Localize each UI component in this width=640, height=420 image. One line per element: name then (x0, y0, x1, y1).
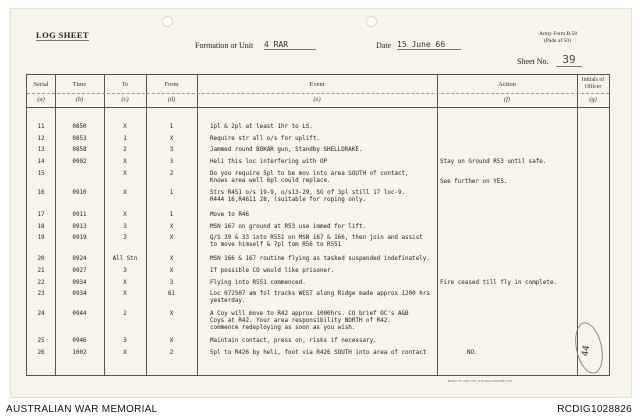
table-cell: 3 (169, 147, 174, 153)
table-cell: 2 (123, 311, 127, 317)
table-cell: 15 (37, 171, 45, 177)
pads-note: (Pads of 50) (544, 38, 571, 44)
table-cell: 5pl to R426 by heli, foot via R426 SOUTH into area of contact (210, 350, 427, 356)
table-cell: Move to R46 (210, 212, 250, 218)
binder-hole (162, 16, 173, 27)
table-cell: If possible CO would like prisoner. (210, 268, 335, 274)
table-cell: 1 (169, 190, 174, 196)
table-cell: 19 (37, 235, 45, 241)
footer-record-id: RCDIG1028826 (557, 404, 632, 415)
table-cell: 0934 (72, 280, 87, 286)
column-letter: (f) (503, 96, 511, 103)
log-table (26, 74, 610, 376)
table-cell: 3 (169, 159, 174, 165)
table-cell: 0946 (72, 338, 87, 344)
table-cell: 0924 (72, 256, 87, 262)
officer-initials-text: 44 (580, 344, 593, 358)
table-cell: X (123, 190, 127, 196)
column-letter: (e) (313, 96, 321, 103)
table-cell: 20 (37, 256, 45, 262)
table-cell: Require str all o/s for uplift. (210, 136, 320, 142)
table-cell: X (169, 311, 174, 317)
table-cell: Stay on Ground R53 until safe. (440, 159, 547, 165)
column-header-event: Event (309, 81, 325, 88)
table-rule (27, 107, 609, 108)
table-cell: 25 (37, 338, 45, 344)
column-header-time: Time (72, 81, 87, 88)
footer-institution: AUSTRALIAN WAR MEMORIAL (6, 404, 158, 415)
table-cell: Flying into R551 commenced. (210, 280, 306, 286)
table-cell: 0919 (72, 235, 87, 241)
table-cell: X (123, 124, 127, 130)
column-letter: (c) (121, 96, 129, 103)
table-cell: Maintain contact, press on, risks if necessary. (210, 338, 377, 344)
table-cell: Jammed round BOKAR gun, Standby SHELLDRAKE. (210, 147, 363, 153)
table-cell: 0902 (72, 159, 87, 165)
table-cell: NO. (467, 350, 478, 356)
table-cell: 12 (37, 136, 45, 142)
table-cell: Loc 072507 am fol tracks WEST along Ridge made approx 1200 hrs yesterday. (210, 291, 430, 304)
table-cell: X (123, 350, 127, 356)
table-cell: All Stn (112, 256, 138, 262)
table-cell: X (123, 212, 127, 218)
table-cell: 3 (169, 280, 174, 286)
table-cell: 2 (169, 350, 174, 356)
table-cell: A Coy will move to R42 approx 1000hrs. CO brief OC's A&B Coys at R42. Your area responsibility NORTH of R42. commence redeploying as soon as you wish. (210, 311, 409, 331)
table-cell: X (169, 224, 174, 230)
column-letter: (b) (75, 96, 84, 103)
table-cell: 22 (37, 280, 45, 286)
table-cell: 23 (37, 291, 45, 297)
table-cell: 2 (169, 171, 174, 177)
table-cell: MSN 167 on ground at R53 use immed for lift. (210, 224, 367, 230)
table-cell: X (169, 136, 174, 142)
table-cell: X (123, 291, 127, 297)
table-cell: See further on YES. (440, 179, 508, 185)
table-cell: 3 (123, 268, 127, 274)
table-cell: 18 (37, 224, 45, 230)
table-cell: 1002 (72, 350, 87, 356)
formation-label: Formation or Unit (195, 41, 254, 50)
table-rule (197, 75, 198, 375)
table-cell: X (169, 235, 174, 241)
table-cell: Q/S 39 & 33 into R551 on MSN 167 & 166, then join and assist to move himself & 7pl tom R56 to R551 (210, 235, 423, 248)
table-rule (437, 75, 438, 375)
table-cell: 24 (37, 311, 45, 317)
table-cell: 26 (37, 350, 45, 356)
table-cell: 3 (123, 235, 127, 241)
table-cell: Strs R451 o/s 19-9, o/s13-29, SG of 3pl still 17 loc-9. R444 16,R4611 28, (suitable for roping only. (210, 190, 406, 203)
table-cell: 13 (37, 147, 45, 153)
table-cell: 17 (37, 212, 45, 218)
table-cell: 0910 (72, 190, 87, 196)
column-letter: (a) (37, 96, 45, 103)
column-header-to: To (121, 81, 129, 88)
table-cell: X (123, 159, 127, 165)
table-cell: 16 (37, 190, 45, 196)
table-cell: Do you require 5pl to be mov into area SOUTH of contact, Knows area well 6pl could replace. (210, 171, 409, 184)
table-cell: 0913 (72, 224, 87, 230)
column-header-from: From (164, 81, 179, 88)
column-header-serial: Serial (33, 81, 49, 88)
date-label: Date (376, 41, 392, 50)
table-cell: 0911 (72, 212, 87, 218)
formation-value: 4 RAR (264, 40, 316, 50)
column-header-action: Action (498, 81, 516, 88)
table-cell: 1 (123, 136, 127, 142)
table-cell: 3 (123, 338, 127, 344)
table-cell: X (169, 338, 174, 344)
table-cell: 0927 (72, 268, 87, 274)
army-form-number: Army Form B.58 (539, 31, 578, 37)
table-cell: 14 (37, 159, 45, 165)
table-cell: 11 (37, 124, 45, 130)
table-cell: 2 (123, 147, 127, 153)
log-sheet-title: LOG SHEET (36, 30, 89, 40)
sheet-number-value: 39 (556, 53, 582, 67)
print-note: RED/178 1264 7/67 1150 Pads 8/64 FIES 331 (448, 379, 513, 383)
table-cell: X (123, 171, 127, 177)
column-letter: (d) (167, 96, 176, 103)
column-letter: (g) (589, 96, 597, 103)
table-rule (27, 93, 609, 94)
table-cell: MSN 166 & 167 routine flying as tasked suspended indefinately. (210, 256, 430, 262)
table-cell: X (169, 268, 174, 274)
table-cell: 0934 (72, 291, 87, 297)
table-cell: 0853 (72, 136, 87, 142)
table-cell: 1 (169, 212, 174, 218)
table-cell: 0944 (72, 311, 87, 317)
table-cell: 21 (37, 268, 45, 274)
table-cell: X (169, 256, 174, 262)
table-cell: 0850 (72, 124, 87, 130)
table-cell: 61 (167, 291, 176, 297)
table-cell: X (123, 280, 127, 286)
table-cell: 0858 (72, 147, 87, 153)
column-header-initials: Initials of Officer (581, 77, 605, 90)
table-cell: 3 (123, 224, 127, 230)
date-value: 15 June 66 (397, 40, 461, 50)
table-cell: 1 (169, 124, 174, 130)
table-cell: Fire ceased till fly in complete. (440, 280, 558, 286)
sheet-number-label: Sheet No. (517, 57, 549, 66)
table-cell: Heli this loc interfering with OP (210, 159, 328, 165)
table-cell: 1pl & 2pl at least 1hr to LS. (210, 124, 313, 130)
binder-hole (366, 16, 377, 27)
